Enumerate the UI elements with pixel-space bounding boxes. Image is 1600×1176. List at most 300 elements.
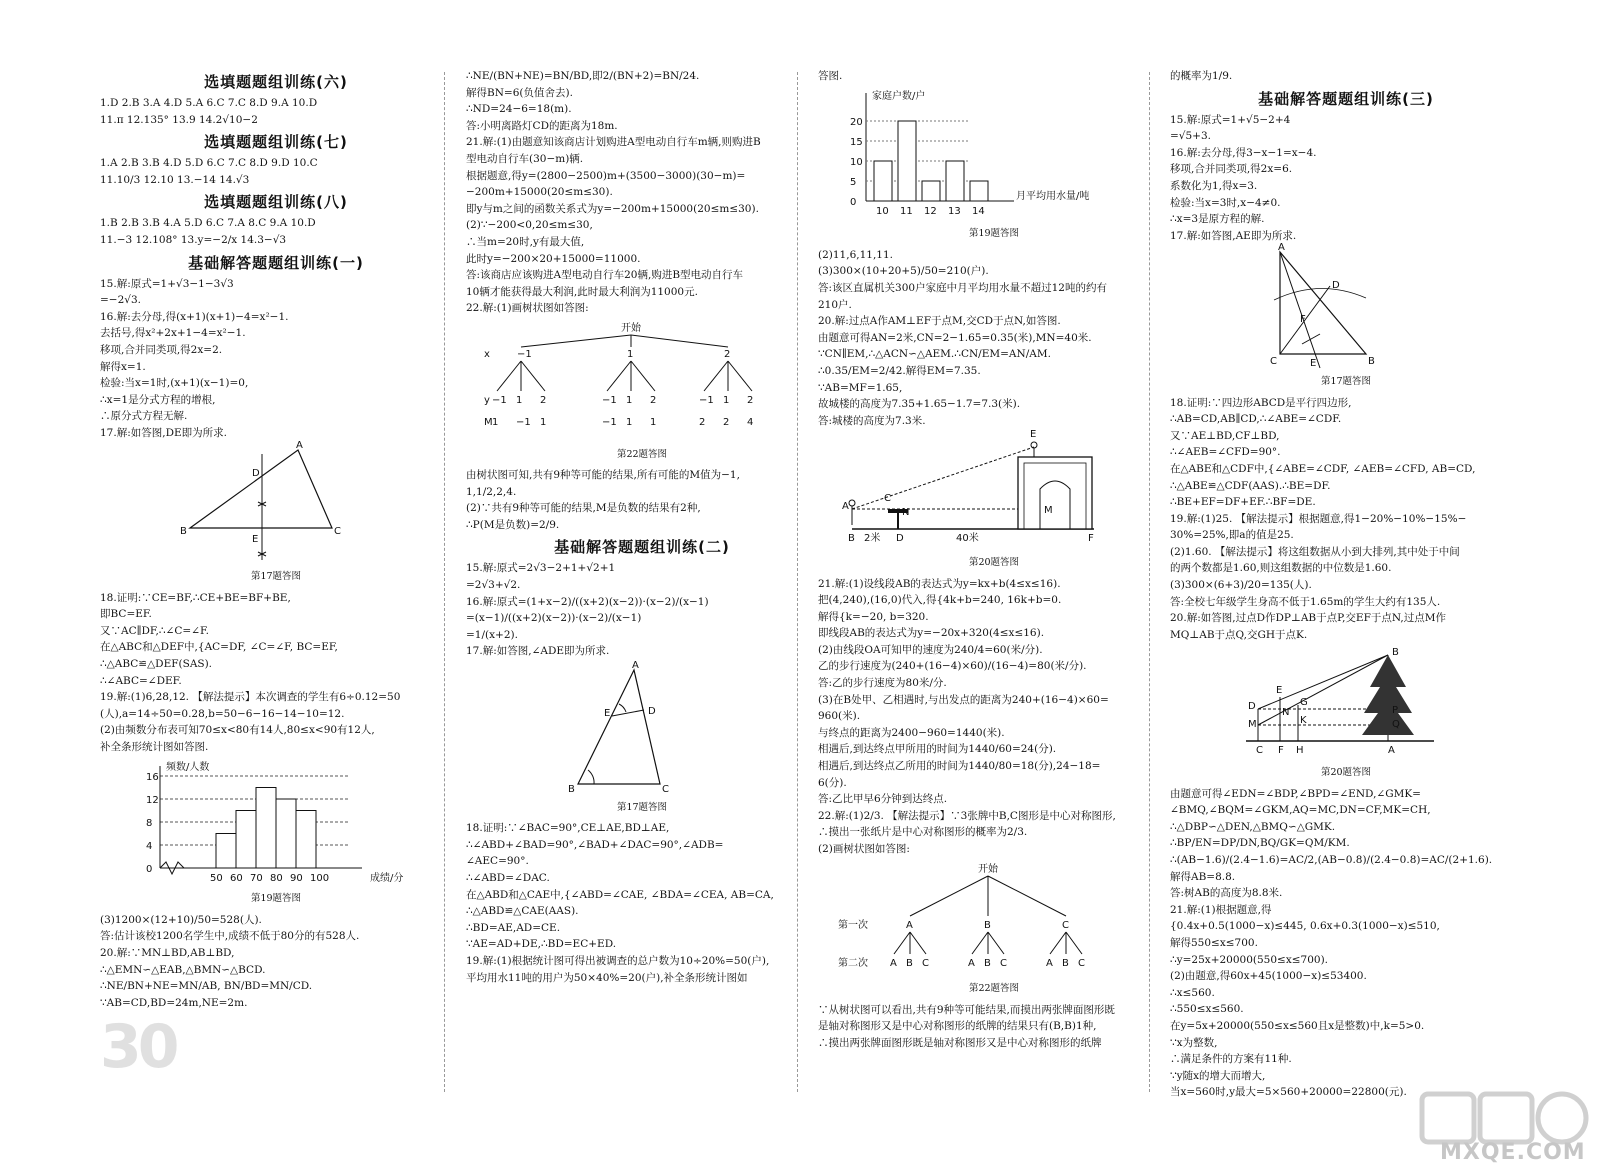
bar xyxy=(276,799,296,868)
tree-leaf: 1 xyxy=(626,416,633,428)
text-line: 210户. xyxy=(818,298,852,311)
tree-node: 2 xyxy=(540,394,547,406)
text-line: =1/(x+2). xyxy=(466,628,518,641)
text-line: ∵AE=AD+DE,∴BD=EC+ED. xyxy=(466,938,617,951)
text-line: 20.解:如答图,过点D作DP⊥AB于点P,交EF于点N,过点M作 xyxy=(1170,612,1446,625)
bar xyxy=(236,810,256,868)
text-line: (3)在B处甲、乙相遇时,与出发点的距离为240+(16−4)×60= xyxy=(818,693,1109,706)
tree-branch xyxy=(521,361,545,391)
text-line: ∴BD=AE,AD=CE. xyxy=(466,921,561,934)
text-line: 16.解:去分母,得3−x−1=x−4. xyxy=(1170,146,1317,159)
text-line: −200m+15000(20≤m≤30). xyxy=(466,186,613,199)
text-line: (2)∵共有9种等可能的结果,M是负数的结果有2种, xyxy=(466,502,701,515)
text-line: 1.B 2.B 3.B 4.A 5.D 6.C 7.A 8.C 9.A 10.D xyxy=(100,217,316,230)
solution-lines xyxy=(100,912,452,1012)
text-line: 在△ABC和△DEF中,{AC=DF, ∠C=∠F, BC=EF, xyxy=(100,641,338,654)
text-line: ∴AB=CD,AB∥CD,∴∠ABE=∠CDF. xyxy=(1170,413,1342,426)
text-line: 与终点的距离为2400−960=1440(米). xyxy=(818,726,1005,739)
y-axis-label: 频数/人数 xyxy=(166,761,210,773)
tree-branch xyxy=(910,932,926,954)
figure-19-chart xyxy=(818,89,1170,243)
label-c: C xyxy=(1256,745,1263,757)
label-f: F xyxy=(1278,745,1284,757)
tree-branch xyxy=(972,932,988,954)
text-line: ∴满足条件的方案有11种. xyxy=(1170,1053,1292,1066)
label-q: Q xyxy=(1392,719,1400,731)
section-title: 基础解答题题组训练(二) xyxy=(554,538,730,557)
text-line: =2√3+√2. xyxy=(466,579,521,592)
label-d: D xyxy=(896,533,904,545)
text-line: 移项,合并同类项,得2x=2. xyxy=(100,343,223,356)
text-line: 1,1/2,2,4. xyxy=(466,485,517,498)
text-line: 20.解:过点A作AM⊥EF于点M,交CD于点N,如答图. xyxy=(818,315,1061,328)
label-c: C xyxy=(662,784,669,796)
x-tick-label: 14 xyxy=(972,205,985,217)
tree-node: C xyxy=(1062,919,1069,931)
text-line: (2)11,6,11,11. xyxy=(818,248,893,261)
tree-branch xyxy=(607,361,631,391)
answer-lines xyxy=(100,155,452,188)
solution-lines xyxy=(466,68,818,317)
text-line: 是轴对称图形又是中心对称图形的纸牌的结果只有(B,B)1种, xyxy=(818,1020,1097,1033)
row-label: M xyxy=(484,416,493,428)
text-line: 6(分). xyxy=(818,776,847,789)
solution-lines xyxy=(1170,395,1522,644)
text-line: 答:乙比甲早6分钟到达终点. xyxy=(818,793,948,806)
text-line: ∴(AB−1.6)/(2.4−1.6)=AC/2,(AB−0.8)/(2.4−0.8)=AC/(2+1.6). xyxy=(1170,854,1493,866)
section-title: 基础解答题题组训练(三) xyxy=(1258,89,1434,108)
figure-caption: 第17题答图 xyxy=(1320,375,1372,387)
text-line: 答:该商店应该购进A型电动自行车20辆,购进B型电动自行车 xyxy=(466,269,744,282)
label-b: B xyxy=(568,784,575,796)
text-line: ∠AEC=90°. xyxy=(466,855,529,868)
label-f: F xyxy=(1300,314,1306,326)
tree-node: 1 xyxy=(723,394,730,406)
figure-20-tree-height xyxy=(1170,647,1522,781)
text-line: 10辆才能获得最大利润,此时最大利润为11000元. xyxy=(466,285,698,298)
text-line: ∴x≤560. xyxy=(1170,986,1215,999)
label-b: B xyxy=(848,533,855,545)
text-line: 乙的步行速度为(240+(16−4)×60)/(16−4)=80(米/分). xyxy=(818,660,1087,673)
text-line: 答:城楼的高度为7.3米. xyxy=(818,414,926,427)
x-tick-label: 100 xyxy=(310,872,330,884)
figure-caption: 第20题答图 xyxy=(968,556,1020,568)
tree-root: 开始 xyxy=(978,863,998,875)
solution-lines xyxy=(818,247,1170,430)
text-line: (2)由题意,得60x+45(1000−x)≤53400. xyxy=(1170,970,1367,983)
section-title: 基础解答题题组训练(一) xyxy=(188,253,364,272)
text-line: ∴摸出一张纸片是中心对称图形的概率为2/3. xyxy=(818,826,1028,839)
text-line: (人),a=14÷50=0.28,b=50−6−16−14−10=12. xyxy=(100,707,345,720)
column-2 xyxy=(466,68,818,1108)
x-axis-label: 月平均用水量/吨 xyxy=(1016,190,1090,202)
label-c: C xyxy=(1270,356,1277,368)
row-label: 第二次 xyxy=(838,957,868,969)
label-b: B xyxy=(180,525,187,537)
text-line: 在y=5x+20000(550≤x≤560且x是整数)中,k=5>0. xyxy=(1170,1019,1425,1032)
text-line: 解得AB=8.8. xyxy=(1170,870,1236,883)
figure-caption: 第20题答图 xyxy=(1320,767,1372,779)
row-label: y xyxy=(484,394,490,406)
tree-leaf: B xyxy=(984,957,991,969)
label-e: E xyxy=(1030,429,1037,441)
tree-node: −1 xyxy=(492,394,507,406)
text-line: 答:树AB的高度为8.8米. xyxy=(1170,887,1283,900)
text-line: 22.解:(1)画树状图如答图: xyxy=(466,302,589,315)
text-line: ∴△DBP∽△DEN,△BMQ∽△GMK. xyxy=(1170,820,1336,833)
tree-branch xyxy=(1066,932,1082,954)
tree-branch xyxy=(728,361,752,391)
text-line: 15.解:原式=1+√5−2+4 xyxy=(1170,113,1291,126)
text-line: 即线段AB的表达式为y=−20x+320(4≤x≤16). xyxy=(818,627,1045,640)
label-m: M xyxy=(1044,505,1053,517)
text-line: 11.10/3 12.10 13.−14 14.√3 xyxy=(100,173,250,186)
tree-leaf: 1 xyxy=(492,416,499,428)
text-line: ∵AB=MF=1.65, xyxy=(818,381,903,394)
solution-lines xyxy=(100,590,452,756)
tree-leaf: B xyxy=(1062,957,1069,969)
tree-leaf: C xyxy=(1078,957,1085,969)
figure-17-angle xyxy=(466,660,818,816)
tree-leaf: −1 xyxy=(516,416,531,428)
text-line: 的两个数都是1.60,则这组数据的中位数是1.60. xyxy=(1170,562,1392,575)
label-a: A xyxy=(632,660,639,672)
text-line: 1.D 2.B 3.A 4.D 5.A 6.C 7.C 8.D 9.A 10.D xyxy=(100,97,318,109)
tree-branch xyxy=(910,876,988,916)
text-line: 平均用水11吨的用户为50×40%=20(户),补全条形统计图如 xyxy=(466,971,748,984)
text-line: (3)300×(6+3)/20=135(人). xyxy=(1170,579,1312,592)
solution-lines xyxy=(818,1002,1170,1052)
text-line: 18.证明:∵四边形ABCD是平行四边形, xyxy=(1170,396,1352,409)
text-line: 在△ABE和△CDF中,{∠ABE=∠CDF, ∠AEB=∠CFD, AB=CD, xyxy=(1170,462,1476,475)
solution-lines xyxy=(466,467,818,533)
tree-leaf: 2 xyxy=(723,416,730,428)
tree-branch xyxy=(704,361,728,391)
tree-branch xyxy=(988,876,1066,916)
tree-root: 开始 xyxy=(621,322,641,334)
column-1 xyxy=(100,68,452,1108)
text-line: 18.证明:∵CE=BF,∴CE+BE=BF+BE, xyxy=(100,591,291,604)
label-g: G xyxy=(1300,697,1308,709)
solution-lines xyxy=(818,576,1170,858)
text-line: 此时y=−200×20+15000=11000. xyxy=(466,252,641,265)
text-line: 又∵AC∥DF,∴∠C=∠F. xyxy=(100,624,209,637)
text-line: (2)∵−200<0,20≤m≤30, xyxy=(466,219,593,232)
text-line: 去括号,得x²+2x+1−4=x²−1. xyxy=(100,327,246,340)
text-line: 17.解:如答图,DE即为所求. xyxy=(100,426,227,439)
text-line: 22.解:(1)2/3. 【解法提示】∵3张牌中B,C图形是中心对称图形, xyxy=(818,809,1116,822)
solution-lines xyxy=(100,276,452,442)
tree-leaf: A xyxy=(890,957,897,969)
row-label: 第一次 xyxy=(838,919,868,931)
text-line: 11.−3 12.108° 13.y=−2/x 14.3−√3 xyxy=(100,233,287,246)
figure-22-tree xyxy=(818,862,1170,998)
figure-caption: 第19题答图 xyxy=(250,893,302,905)
text-line: =√5+3. xyxy=(1170,130,1211,143)
text-line: 型电动自行车(30−m)辆. xyxy=(466,152,584,165)
label-e: E xyxy=(252,533,259,545)
text-line: 16.解:原式=(1+x−2)/((x+2)(x−2))·(x−2)/(x−1) xyxy=(466,595,709,608)
bar xyxy=(970,181,988,201)
tree-leaf: 1 xyxy=(650,416,657,428)
figure-caption: 第19题答图 xyxy=(968,228,1020,240)
text-line: 960(米). xyxy=(818,710,861,723)
text-line: ∴x=1是分式方程的增根, xyxy=(100,393,216,406)
text-line: 答图. xyxy=(818,70,843,82)
y-tick-label: 20 xyxy=(850,116,863,128)
figure-17-triangle xyxy=(100,439,452,586)
tree-node: 1 xyxy=(626,394,633,406)
tree-node: A xyxy=(906,919,913,931)
tree-node: 1 xyxy=(627,348,634,360)
text-line: MQ⊥AB于点Q,交GH于点K. xyxy=(1170,628,1308,641)
tree-branch xyxy=(521,335,631,347)
tree-leaf: 4 xyxy=(747,416,754,428)
text-line: 在△ABD和△CAE中,{∠ABD=∠CAE, ∠BDA=∠CEA, AB=CA, xyxy=(466,888,774,901)
text-line: ∴原分式方程无解. xyxy=(100,410,188,423)
watermark-url: MXQE.COM xyxy=(1440,1140,1586,1165)
text-line: 20.解:∵MN⊥BD,AB⊥BD, xyxy=(100,947,235,959)
tree-node: −1 xyxy=(602,394,617,406)
text-line: ∴∠ABC=∠DEF. xyxy=(100,674,182,687)
y-tick-label: 4 xyxy=(146,840,153,852)
text-line: 系数化为1,得x=3. xyxy=(1170,179,1258,192)
bar xyxy=(898,121,916,201)
x-tick-label: 60 xyxy=(230,872,243,884)
label-p: P xyxy=(1392,705,1399,717)
label-a: A xyxy=(1388,745,1395,757)
text-line: 把(4,240),(16,0)代入,得{4k+b=240, 16k+b=0. xyxy=(818,594,1062,607)
text-line: 解得BN=6(负值舍去). xyxy=(466,86,573,99)
text-line: 19.解:(1)根据统计图可得出被调查的总户数为10÷20%=50(户), xyxy=(466,954,770,967)
tree-branch xyxy=(497,361,521,391)
tree-branch xyxy=(988,932,1004,954)
text-line: ∵y随x的增大而增大, xyxy=(1170,1069,1266,1082)
text-line: ∴x=3是原方程的解. xyxy=(1170,213,1265,226)
row-label: x xyxy=(484,348,490,360)
text-line: ∴△ABE≌△CDF(AAS).∴BE=DF. xyxy=(1170,479,1331,492)
page-number: 30 xyxy=(100,1012,176,1082)
y-tick-label: 15 xyxy=(850,136,863,148)
figure-caption: 第17题答图 xyxy=(250,571,302,583)
section-title: 选填题题组训练(七) xyxy=(204,133,348,152)
bar xyxy=(216,833,236,868)
text-line: 由题意可得∠EDN=∠BDP,∠BPD=∠END,∠GMK= xyxy=(1170,787,1421,800)
text-line: 1.A 2.B 3.B 4.D 5.D 6.C 7.C 8.D 9.D 10.C xyxy=(100,157,318,170)
text-line: ∴△EMN∽△EAB,△BMN∽△BCD. xyxy=(100,963,266,976)
text-line: (3)1200×(12+10)/50=528(人). xyxy=(100,913,262,926)
tree-node: −1 xyxy=(517,348,532,360)
text-line: 19.解:(1)25. 【解法提示】根据题意,得1−20%−10%−15%− xyxy=(1170,512,1467,525)
tree-node: 1 xyxy=(516,394,523,406)
text-line: 答:乙的步行速度为80米/分. xyxy=(818,677,947,690)
text-line: 17.解:如答图,AE即为所求. xyxy=(1170,229,1297,242)
text-line: 21.解:(1)由题意知该商店计划购进A型电动自行车m辆,则购进B xyxy=(466,136,761,149)
x-tick-label: 11 xyxy=(900,205,913,217)
text-line: 当x=560时,y最大=5×560+20000=22800(元). xyxy=(1170,1086,1407,1099)
x-tick-label: 90 xyxy=(290,872,303,884)
text-line: 15.解:原式=2√3−2+1+√2+1 xyxy=(466,562,616,575)
tree-node: B xyxy=(984,919,991,931)
bar xyxy=(874,161,892,201)
bar xyxy=(256,787,276,868)
distance-label: 2米 xyxy=(864,533,881,545)
text-line: ∴BE+EF=DF+EF.∴BF=DE. xyxy=(1170,496,1316,509)
tree-branch xyxy=(631,335,728,347)
text-line: ∴NE/(BN+NE)=BN/BD,即2/(BN+2)=BN/24. xyxy=(466,70,700,82)
text-line: 答:小明离路灯CD的距离为18m. xyxy=(466,119,618,132)
y-tick-label: 12 xyxy=(146,794,159,806)
tree-leaf: B xyxy=(906,957,913,969)
label-n: N xyxy=(1282,707,1290,719)
text-line: ∠BMQ,∠BQM=∠GKM,AQ=MC,DN=CF,MK=CH, xyxy=(1170,804,1431,817)
text-line: (2)画树状图如答图: xyxy=(818,843,910,855)
x-axis-label: 成绩/分 xyxy=(370,872,404,884)
label-k: K xyxy=(1300,715,1307,727)
label-h: H xyxy=(1296,745,1304,757)
solution-lines xyxy=(1170,786,1522,1101)
figure-19-chart xyxy=(100,760,452,908)
text-line: 19.解:(1)6,28,12. 【解法提示】本次调查的学生有6÷0.12=50 xyxy=(100,691,401,704)
text-line: 即y与m之间的函数关系式为y=−200m+15000(20≤m≤30). xyxy=(466,202,759,215)
label-c: C xyxy=(884,493,891,505)
tree-leaf: C xyxy=(1000,957,1007,969)
section-title: 选填题题组训练(八) xyxy=(204,193,348,212)
text-line: {0.4x+0.5(1000−x)≤445, 0.6x+0.3(1000−x)≤510, xyxy=(1170,920,1440,933)
figure-20-city-wall xyxy=(818,429,1170,571)
text-line: 补全条形统计图如答图. xyxy=(100,741,209,754)
text-line: ∴ND=24−6=18(m). xyxy=(466,103,572,116)
x-tick-label: 12 xyxy=(924,205,937,217)
text-line: 解得x=1. xyxy=(100,360,146,373)
text-line: 根据题意,得y=(2800−2500)m+(3500−3000)(30−m)= xyxy=(466,169,746,182)
y-axis-label: 家庭户数/户 xyxy=(872,90,926,102)
figure-caption: 第22题答图 xyxy=(616,448,668,460)
text-line: ∴y=25x+20000(550≤x≤700). xyxy=(1170,953,1329,966)
text-line: ∴P(M是负数)=2/9. xyxy=(466,518,560,531)
label-f: F xyxy=(1088,533,1094,545)
label-a: A xyxy=(1278,242,1285,254)
y-tick-label: 0 xyxy=(850,196,857,208)
tree-node: 2 xyxy=(650,394,657,406)
text-line: =−2√3. xyxy=(100,294,141,307)
tree-branch xyxy=(631,361,655,391)
tree-leaf: C xyxy=(922,957,929,969)
label-d: D xyxy=(252,467,260,479)
text-line: (2)1.60. 【解法提示】将这组数据从小到大排列,其中处于中间 xyxy=(1170,545,1460,558)
text-line: ∴摸出两张牌面图形既是轴对称图形又是中心对称图形的纸牌 xyxy=(818,1036,1102,1049)
label-d: D xyxy=(1248,701,1256,713)
text-line: ∴∠ABD+∠BAD=90°,∠BAD+∠DAC=90°,∠ADB= xyxy=(466,838,724,851)
label-e: E xyxy=(1310,358,1317,370)
text-line: 故城楼的高度为7.35+1.65−1.7=7.3(米). xyxy=(818,398,1021,411)
text-line: 相遇后,到达终点乙所用的时间为1440/80=18(分),24−18= xyxy=(818,760,1101,773)
x-tick-label: 80 xyxy=(270,872,283,884)
text-line: 相遇后,到达终点甲所用的时间为1440/60=24(分). xyxy=(818,743,1057,756)
label-a: A xyxy=(296,439,303,451)
text-line: 移项,合并同类项,得2x=6. xyxy=(1170,163,1293,176)
text-line: 答:该区直属机关300户家庭中月平均用水量不超过12吨的约有 xyxy=(818,281,1107,294)
text-line: 21.解:(1)根据题意,得 xyxy=(1170,903,1272,916)
figure-22-tree xyxy=(466,321,818,463)
solution-lines xyxy=(466,560,818,660)
figure-caption: 第22题答图 xyxy=(968,983,1020,995)
text-line: ∵CN∥EM,∴△ACN∽△AEM.∴CN/EM=AN/AM. xyxy=(818,348,1051,361)
tree-node: 2 xyxy=(747,394,754,406)
text-line: ∴当m=20时,y有最大值, xyxy=(466,235,585,248)
solution-lines xyxy=(466,820,818,986)
section-title: 选填题题组训练(六) xyxy=(204,73,348,91)
tree-leaf: 2 xyxy=(699,416,706,428)
label-b: B xyxy=(1392,647,1399,659)
y-tick-label: 5 xyxy=(850,176,857,188)
text-line: 又∵AE⊥BD,CF⊥BD, xyxy=(1170,429,1280,442)
tree-leaf: A xyxy=(1046,957,1053,969)
x-tick-label: 70 xyxy=(250,872,263,884)
label-m: M xyxy=(1248,719,1257,731)
tree-node: 2 xyxy=(724,348,731,360)
y-tick-label: 16 xyxy=(146,771,159,783)
label-b: B xyxy=(1368,356,1375,368)
tree-leaf: 1 xyxy=(540,416,547,428)
tree-branch xyxy=(894,932,910,954)
text-line: 11.π 12.135° 13.9 14.2√10−2 xyxy=(100,113,258,126)
answer-lines xyxy=(100,215,452,248)
text-line: ∴0.35/EM=2/42.解得EM=7.35. xyxy=(818,364,981,377)
y-tick-label: 8 xyxy=(146,817,153,829)
bar xyxy=(296,810,316,868)
text-line: 检验:当x=3时,x−4≠0. xyxy=(1170,196,1281,209)
text-line: 的概率为1/9. xyxy=(1170,70,1233,82)
label-d: D xyxy=(648,706,656,718)
text-line: (3)300×(10+20+5)/50=210(户). xyxy=(818,265,989,278)
column-3 xyxy=(818,68,1170,1108)
tree-leaf: −1 xyxy=(602,416,617,428)
text-line: 15.解:原式=1+√3−1−3√3 xyxy=(100,277,234,290)
label-e: E xyxy=(604,708,611,720)
solution-lines xyxy=(1170,112,1522,245)
text-line: 答:估计该校1200名学生中,成绩不低于80分的有528人. xyxy=(100,930,360,943)
text-line: 18.证明:∵∠BAC=90°,CE⊥AE,BD⊥AE, xyxy=(466,822,670,835)
text-line: (2)由频数分布表可知70≤x<80有14人,80≤x<90有12人, xyxy=(100,724,375,737)
bar xyxy=(946,161,964,201)
text-line: ∴△ABC≌△DEF(SAS). xyxy=(100,658,213,671)
figure-17-triangle xyxy=(1170,242,1522,390)
text-line: ∵从树状图可以看出,共有9种等可能结果,而摸出两张牌面图形既 xyxy=(818,1003,1115,1016)
text-line: ∵AB=CD,BD=24m,NE=2m. xyxy=(100,996,248,1009)
text-line: 30%=25%,即a的值是25. xyxy=(1170,529,1294,542)
label-e: E xyxy=(1276,685,1283,697)
text-line: 解得{k=−20, b=320. xyxy=(818,610,929,623)
text-line: ∴∠ABD=∠DAC. xyxy=(466,872,550,884)
figure-caption: 第17题答图 xyxy=(616,801,668,813)
text-line: 由题意可得AN=2米,CN=2−1.65=0.35(米),MN=40米. xyxy=(818,331,1092,344)
answer-lines xyxy=(100,95,452,128)
y-tick-label: 0 xyxy=(146,863,153,875)
text-line: 由树状图可知,共有9种等可能的结果,所有可能的M值为−1, xyxy=(466,469,740,482)
text-line: 17.解:如答图,∠ADE即为所求. xyxy=(466,645,610,658)
text-line: ∴∠AEB=∠CFD=90°. xyxy=(1170,446,1281,459)
distance-label: 40米 xyxy=(956,533,979,545)
text-line: 21.解:(1)设线段AB的表达式为y=kx+b(4≤x≤16). xyxy=(818,577,1061,590)
text-line: ∵x为整数, xyxy=(1170,1036,1218,1049)
tree-node: −1 xyxy=(699,394,714,406)
label-c: C xyxy=(334,525,341,537)
text-line: 即BC=EF. xyxy=(100,608,152,621)
text-line: ∴△ABD≌△CAE(AAS). xyxy=(466,905,579,918)
text-line: 答:全校七年级学生身高不低于1.65m的学生大约有135人. xyxy=(1170,595,1441,608)
tree-leaf: A xyxy=(968,957,975,969)
